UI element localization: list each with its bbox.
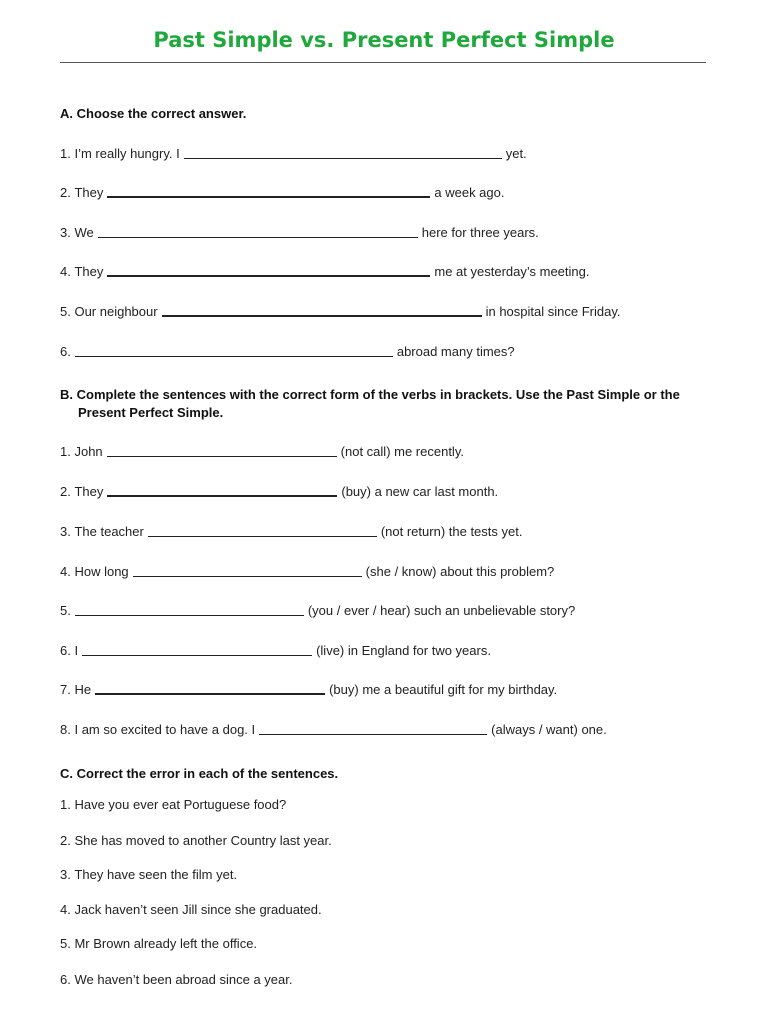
section-c-item-1 (60, 797, 286, 813)
item-after: abroad many times? (396, 344, 515, 359)
item-number: 1. (60, 444, 71, 459)
item-number: 6. (60, 643, 71, 658)
item-number: 5. (60, 936, 71, 951)
section-a-item-1 (60, 146, 527, 162)
title-divider (60, 62, 706, 63)
item-before: John (74, 444, 103, 459)
item-after: (not call) me recently. (340, 444, 464, 459)
item-number: 2. (60, 484, 71, 499)
item-before: How long (74, 564, 129, 579)
item-after: me at yesterday’s meeting. (434, 264, 590, 279)
answer-blank[interactable] (162, 315, 482, 317)
section-b-item-8 (60, 722, 607, 738)
item-number: 5. (60, 304, 71, 319)
item-after: here for three years. (421, 225, 539, 240)
section-b-item-7 (60, 682, 557, 698)
item-number: 8. (60, 722, 71, 737)
section-b-item-1 (60, 444, 464, 460)
item-before: I am so excited to have a dog. I (74, 722, 256, 737)
answer-blank[interactable] (107, 495, 337, 497)
section-b-heading-line-2: Present Perfect Simple. (78, 405, 224, 420)
item-after: yet. (505, 146, 527, 161)
answer-blank[interactable] (259, 734, 487, 735)
item-after: (buy) me a beautiful gift for my birthday. (329, 682, 558, 697)
item-after: (live) in England for two years. (316, 643, 491, 658)
section-c-item-5 (60, 936, 257, 952)
answer-blank[interactable] (148, 536, 377, 537)
item-number: 4. (60, 902, 71, 917)
item-number: 3. (60, 867, 71, 882)
answer-blank[interactable] (75, 356, 393, 357)
item-number: 1. (60, 797, 71, 812)
item-number: 3. (60, 225, 71, 240)
section-b-heading-line-1: B. Complete the sentences with the correct form of the verbs in brackets. Use the Past Simple or the (60, 387, 680, 402)
item-before: They (74, 484, 104, 499)
item-before: He (74, 682, 92, 697)
section-b-item-6 (60, 643, 491, 659)
section-b-item-5 (60, 603, 575, 619)
answer-blank[interactable] (133, 576, 362, 577)
section-b-item-3 (60, 524, 522, 540)
item-number: 4. (60, 564, 71, 579)
item-number: 7. (60, 682, 71, 697)
answer-blank[interactable] (82, 655, 312, 656)
section-a-item-5 (60, 304, 620, 320)
item-after: a week ago. (434, 185, 505, 200)
section-b-item-2 (60, 484, 498, 500)
answer-blank[interactable] (184, 158, 502, 159)
section-c-item-4 (60, 902, 322, 918)
item-number: 6. (60, 972, 71, 987)
item-number: 3. (60, 524, 71, 539)
section-c-item-3 (60, 867, 237, 883)
section-a-item-2 (60, 185, 504, 201)
section-a-item-6 (60, 344, 515, 360)
item-after: (always / want) one. (491, 722, 607, 737)
answer-blank[interactable] (107, 196, 430, 198)
item-before: Our neighbour (74, 304, 158, 319)
item-text: We haven’t been abroad since a year. (74, 972, 293, 987)
item-text: She has moved to another Country last year. (74, 833, 332, 848)
item-before: They (74, 264, 104, 279)
answer-blank[interactable] (107, 456, 337, 457)
section-b-heading (60, 386, 680, 422)
item-after: in hospital since Friday. (485, 304, 621, 319)
section-b-item-4 (60, 564, 554, 580)
item-after: (she / know) about this problem? (365, 564, 555, 579)
section-c-heading: C. Correct the error in each of the sentences. (60, 766, 339, 781)
item-before: I’m really hungry. I (74, 146, 180, 161)
item-number: 4. (60, 264, 71, 279)
section-c-item-2 (60, 833, 332, 849)
item-text: They have seen the film yet. (74, 867, 238, 882)
answer-blank[interactable] (107, 275, 430, 277)
item-number: 6. (60, 344, 71, 359)
item-before: We (74, 225, 94, 240)
section-a-heading: A. Choose the correct answer. (60, 106, 247, 121)
section-a-item-3 (60, 225, 539, 241)
item-after: (not return) the tests yet. (380, 524, 523, 539)
item-before: They (74, 185, 104, 200)
answer-blank[interactable] (98, 237, 418, 238)
answer-blank[interactable] (95, 693, 325, 695)
item-text: Have you ever eat Portuguese food? (74, 797, 287, 812)
item-after: (buy) a new car last month. (341, 484, 499, 499)
section-a-item-4 (60, 264, 590, 280)
item-before: I (74, 643, 79, 658)
item-text: Jack haven’t seen Jill since she graduated. (74, 902, 322, 917)
section-c-item-6 (60, 972, 293, 988)
item-before: The teacher (74, 524, 144, 539)
item-after: (you / ever / hear) such an unbelievable story? (307, 603, 576, 618)
item-number: 2. (60, 185, 71, 200)
page-title: Past Simple vs. Present Perfect Simple (153, 28, 615, 52)
item-number: 2. (60, 833, 71, 848)
answer-blank[interactable] (75, 615, 304, 616)
item-number: 1. (60, 146, 71, 161)
item-number: 5. (60, 603, 71, 618)
item-text: Mr Brown already left the office. (74, 936, 258, 951)
